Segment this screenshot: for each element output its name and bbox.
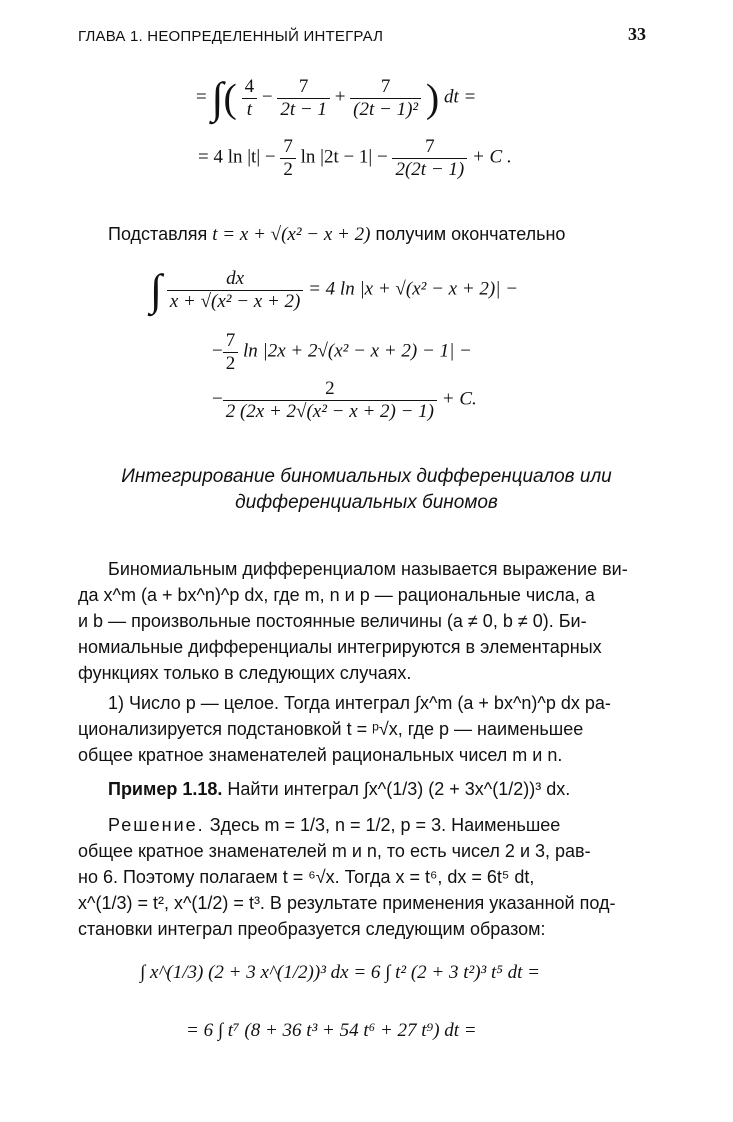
paragraph-2-line-1: 1) Число p — целое. Тогда интеграл ∫x^m (a + bx^n)^p dx ра- xyxy=(108,693,611,713)
page-number: 33 xyxy=(628,24,646,44)
example-task: Найти интеграл ∫x^(1/3) (2 + 3x^(1/2))³ dx. xyxy=(227,779,571,799)
substitution-sentence: Подставляя t = x + √(x² − x + 2) получим окончательно xyxy=(108,224,566,245)
solution-line-5: становки интеграл преобразуется следующим образом: xyxy=(78,919,546,939)
result-line-3: − $\frac{2}{\text{2 (2x + 2√(x² − x + 2) − 1)}}$ + C. xyxy=(212,378,477,422)
paragraph-1-line-3: и b — произвольные постоянные величины (a ≠ 0, b ≠ 0). Би- xyxy=(78,611,587,631)
running-title: ГЛАВА 1. НЕОПРЕДЕЛЕННЫЙ ИНТЕГРАЛ xyxy=(78,28,384,45)
solution-line-3: но 6. Поэтому полагаем t = ⁶√x. Тогда x = t⁶, dx = 6t⁵ dt, xyxy=(78,867,535,887)
solution-label: Решение. xyxy=(108,815,205,835)
example-label: Пример 1.18. xyxy=(108,779,223,799)
section-title-line-1: Интегрирование биномиальных дифференциалов или xyxy=(121,466,612,487)
paragraph-1-line-1: Биномиальным дифференциалом называется выражение ви- xyxy=(108,559,628,579)
formula-line-2: = 4 ln |t| − $\frac{7}{2}$ ln |2t − 1| − $\frac{7}{2(2t - 1)}$ + C . xyxy=(198,136,512,180)
solution-line-1: Решение. Здесь m = 1/3, n = 1/2, p = 3. Наименьшее xyxy=(108,815,561,835)
result-line-1: ∫ $\frac{dx}{\text{x + √(x² − x + 2)}}$ = 4 ln |x + √(x² − x + 2)| − xyxy=(150,265,519,315)
example-heading xyxy=(108,776,570,802)
paragraph-1-line-4: номиальные дифференциалы интегрируются в элементарных xyxy=(78,637,602,657)
paragraph-1-line-5: функциях только в следующих случаях. xyxy=(78,663,412,683)
final-formula-line-2: = 6 ∫ t⁷ (8 + 36 t³ + 54 t⁶ + 27 t⁹) dt = xyxy=(186,1020,477,1041)
paragraph-2-line-2: ционализируется подстановкой t = ᵖ√x, где p — наименьшее xyxy=(78,719,584,739)
paragraph-1-line-2: да x^m (a + bx^n)^p dx, где m, n и p — рациональные числа, a xyxy=(78,585,595,605)
final-formula-line-1: ∫ x^(1/3) (2 + 3 x^(1/2))³ dx = 6 ∫ t² (2 + 3 t²)³ t⁵ dt = xyxy=(140,962,540,983)
solution-line-4: x^(1/3) = t², x^(1/2) = t³. В результате применения указанной под- xyxy=(78,893,616,913)
formula-line-1: = ∫( $\frac{4}{t}$ − $\frac{7}{2t - 1}$ + $\frac{7}{\text{(2t − 1)²}}$ ) dt = xyxy=(196,73,477,123)
result-line-2: − $\frac{7}{2}$ ln |2x + 2√(x² − x + 2) − 1| − xyxy=(212,330,472,374)
solution-line-2: общее кратное знаменателей m и n, то есть чисел 2 и 3, рав- xyxy=(78,841,591,861)
section-title-line-2: дифференциальных биномов xyxy=(235,492,498,513)
paragraph-2-line-3: общее кратное знаменателей рациональных чисел m и n. xyxy=(78,745,563,765)
